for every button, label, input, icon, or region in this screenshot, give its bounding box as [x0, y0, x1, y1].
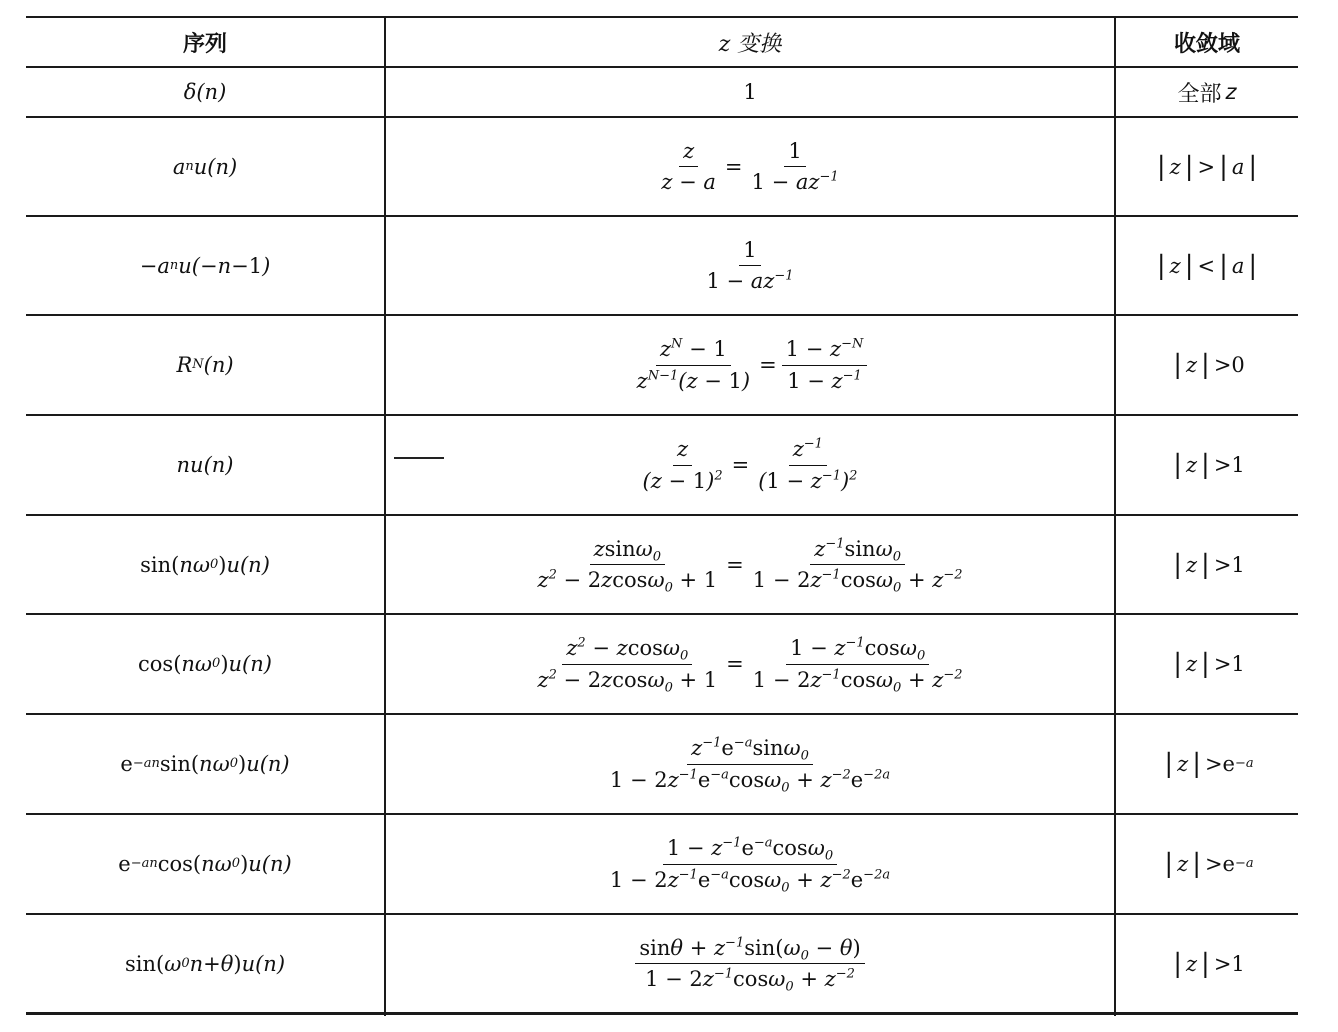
tf-sin: $\frac{zsin\omega_0}{z^2 - 2zcos\omega_0 + 1}$ = $\frac{z^{-1}\sin\omega_0}{1 - 2z^{-1}\cos\omega_0 + z^{-2}}$: [537, 536, 963, 596]
tf-exp-cos: $\frac{1 - z^{-1}e^{-a}\cos\omega_0}{1 - 2z^{-1}e^{-a}\cos\omega_0 + z^{-2}e^{-2a}}$: [609, 835, 891, 896]
seq-nun: nu(n): [176, 453, 234, 477]
roc-exp-sin: | z | >e −a: [1164, 749, 1254, 779]
roc-cos: | z | >1: [1173, 649, 1245, 679]
header-z-transform-label: z 变换: [718, 31, 782, 57]
seq-delta: δ(n): [183, 80, 227, 104]
seq-exp-cos: e −an cos( nω 0 ) u(n): [118, 852, 292, 876]
roc-an-un: | z | > | a |: [1156, 151, 1258, 182]
tf-rn: $\frac{z^N - 1}{z^{N-1}(z - 1)}$ = $\frac{1 - z^{-N}}{1 - z^{-1}}$: [386, 316, 1114, 414]
rule-bottom: [26, 1012, 1298, 1015]
roc-exp-cos: | z | >e −a: [1164, 849, 1254, 879]
roc-neg-an: | z | < | a |: [1156, 250, 1258, 281]
roc-rn: | z | >0: [1173, 350, 1245, 380]
seq-sin-phase: sin( ω 0 n + θ ) u(n): [124, 951, 286, 976]
header-roc: 收敛域: [1173, 31, 1240, 57]
tf-exp-sin: $\frac{z^{-1}e^{-a}\sin\omega_0}{1 - 2z^{-1}e^{-a}\cos\omega_0 + z^{-2}e^{-2a}}$: [609, 735, 891, 796]
seq-sin: sin( nω 0 ) u(n): [140, 552, 270, 577]
tf-an-un: $\frac{z}{z - a}$ = $\frac{1}{1 - az^{-1}}$: [661, 138, 839, 194]
seq-an-un: a n u(n): [172, 154, 238, 179]
tf-cos: $\frac{z^2 - zcos\omega_0}{z^2 - 2zcos\omega_0 + 1}$ = $\frac{1 - z^{-1}\cos\omega_0}{1 - 2z^{-1}\cos\omega_0 + z^{-2}}$: [537, 635, 963, 696]
scan-mark: [394, 457, 444, 459]
roc-nun: | z | >1: [1173, 450, 1245, 480]
header-z-transform: [386, 18, 1114, 66]
roc-sin-phase: | z | >1: [1173, 948, 1245, 979]
z-transform-table: [26, 16, 1298, 1016]
header-sequence: 序列: [182, 31, 227, 57]
roc-delta: 全部 z: [1177, 80, 1237, 107]
seq-exp-sin: e −an sin( nω 0 ) u(n): [120, 752, 290, 776]
tf-nun: $\frac{z}{(z - 1)^2}$ = $\frac{z^{-1}}{(1 - z^{-1})^2}$: [642, 436, 858, 493]
tf-neg-an: $\frac{1}{1 - az^{-1}}$: [706, 237, 794, 293]
seq-rn: R N (n): [176, 353, 234, 377]
seq-cos: cos( nω 0 ) u(n): [138, 652, 272, 676]
roc-sin: | z | >1: [1173, 549, 1245, 580]
tf-sin-phase: $\frac{\sin\theta + z^{-1}\sin(\omega_0 - \theta)}{1 - 2z^{-1}\cos\omega_0 + z^{-2}}$: [386, 915, 1114, 1012]
seq-neg-an: − a n u( − n −1 ): [139, 253, 271, 278]
tf-delta: 1: [743, 80, 757, 104]
